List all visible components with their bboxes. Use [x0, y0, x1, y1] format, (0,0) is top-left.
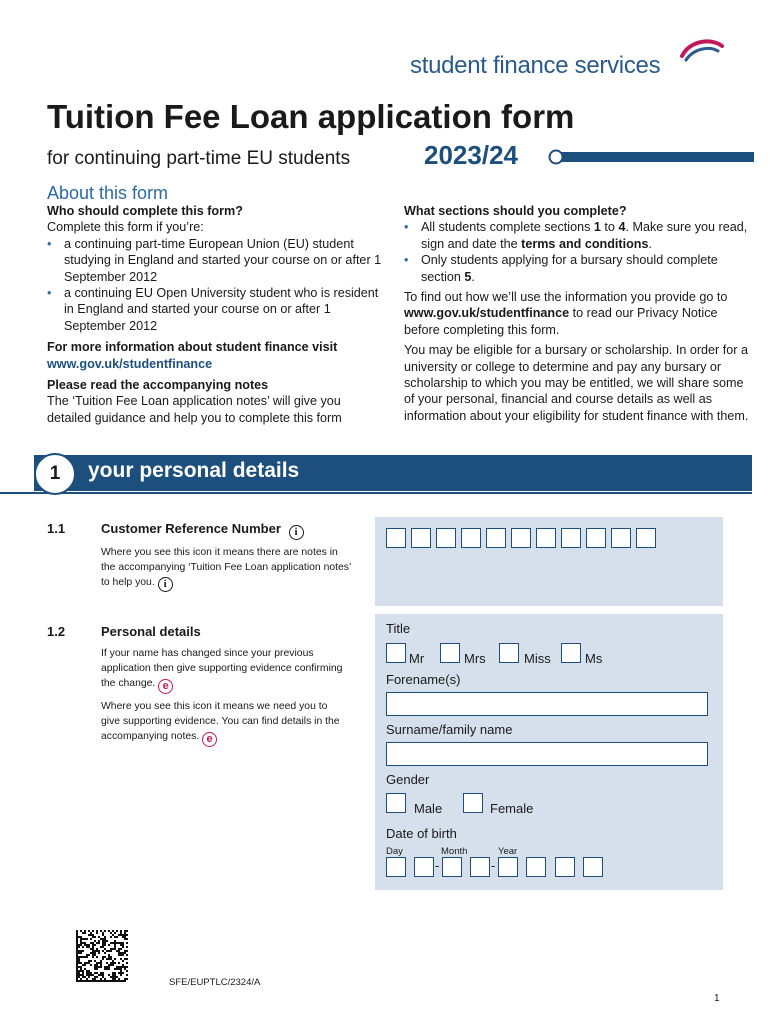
barcode	[76, 930, 128, 982]
page-subtitle: for continuing part-time EU students	[47, 148, 351, 169]
sections-bullet-2: • Only students applying for a bursary should complete section 5.	[404, 252, 752, 285]
title-ms-label: Ms	[585, 651, 603, 666]
notes-text: The ‘Tuition Fee Loan application notes’ will give you detailed guidance and help you to complete this form	[47, 394, 342, 425]
notes-heading: Please read the accompanying notes	[47, 378, 269, 393]
crn-digit-cell[interactable]	[536, 528, 556, 548]
section-1-number: 1	[34, 453, 76, 495]
dob-month-digit-1[interactable]	[442, 857, 462, 877]
crn-digit-cell[interactable]	[411, 528, 431, 548]
who-heading: Who should complete this form?	[47, 204, 243, 218]
title-mrs-label: Mrs	[464, 651, 486, 666]
about-heading: About this form	[47, 183, 169, 203]
info-icon: i	[289, 525, 304, 540]
forename-input[interactable]	[386, 692, 708, 716]
q1-1-number: 1.1	[47, 521, 66, 536]
crn-digit-cell[interactable]	[436, 528, 456, 548]
more-info-text: For more information about student finance visit	[47, 340, 338, 355]
dob-month-digit-2[interactable]	[470, 857, 490, 877]
crn-digit-cell[interactable]	[586, 528, 606, 548]
q1-2-number: 1.2	[47, 624, 66, 639]
who-bullet-1: • a continuing part-time European Union (EU) student studying in England and started your course on or after 1 September 2012	[47, 236, 387, 285]
crn-digit-cell[interactable]	[636, 528, 656, 548]
dob-month-label: Month	[441, 846, 468, 857]
evidence-icon: e	[202, 732, 217, 747]
dob-year-digit-1[interactable]	[498, 857, 518, 877]
about-right-column	[404, 203, 752, 424]
crn-digit-cell[interactable]	[511, 528, 531, 548]
title-mr-label: Mr	[409, 651, 425, 666]
privacy-text: To find out how we’ll use the information you provide go to www.gov.uk/studentfinance to read our Privacy Notice before completing this form.	[404, 290, 728, 337]
sections-bullet-1: • All students complete sections 1 to 4. Make sure you read, sign and date the terms and conditions.	[404, 219, 752, 252]
q1-1-note: Where you see this icon it means there are notes in the accompanying ‘Tuition Fee Loan application notes’ to help you. i	[101, 547, 351, 590]
gender-label: Gender	[386, 772, 430, 787]
page-number: 1	[714, 993, 720, 1004]
gender-male-checkbox[interactable]	[386, 793, 406, 813]
page-title: Tuition Fee Loan application form	[47, 98, 575, 135]
crn-input[interactable]	[386, 528, 658, 548]
brand-logo-swoosh	[676, 36, 724, 67]
form-reference: SFE/EUPTLC/2324/A	[169, 977, 261, 988]
crn-digit-cell[interactable]	[611, 528, 631, 548]
gender-female-label: Female	[490, 801, 534, 816]
about-left-column	[47, 203, 387, 426]
crn-digit-cell[interactable]	[486, 528, 506, 548]
year-bar	[548, 149, 754, 170]
sections-list	[404, 219, 752, 285]
more-info-link[interactable]: www.gov.uk/studentfinance	[47, 356, 213, 371]
crn-digit-cell[interactable]	[461, 528, 481, 548]
title-mrs-checkbox[interactable]	[440, 643, 460, 663]
section-1-underline	[0, 492, 752, 494]
dob-separator: -	[491, 858, 496, 873]
crn-digit-cell[interactable]	[561, 528, 581, 548]
privacy-link[interactable]: www.gov.uk/studentfinance	[404, 306, 570, 321]
title-miss-checkbox[interactable]	[499, 643, 519, 663]
brand-name: student finance services	[410, 52, 661, 79]
dob-separator: -	[435, 858, 440, 873]
title-label: Title	[386, 621, 411, 636]
forename-label: Forename(s)	[386, 672, 461, 687]
title-ms-checkbox[interactable]	[561, 643, 581, 663]
q1-2-note-1: If your name has changed since your previous application then give supporting evidence confirming the change. e	[101, 648, 343, 692]
dob-year-digit-2[interactable]	[526, 857, 546, 877]
who-list	[47, 236, 387, 334]
dob-year-digit-3[interactable]	[555, 857, 575, 877]
dob-day-digit-2[interactable]	[414, 857, 434, 877]
bursary-text: You may be eligible for a bursary or scholarship. In order for a university or college to determine and pay any bursary or scholarship to which you may be entitled, we will share some of your personal, financial and course details as well as information about your eligibility for student finance with them.	[404, 343, 749, 423]
q1-1-title: Customer Reference Number i	[101, 521, 304, 540]
sections-heading: What sections should you complete?	[404, 204, 627, 218]
section-1-title: your personal details	[88, 459, 300, 482]
who-bullet-2: • a continuing EU Open University student who is resident in England and started your course on or after 1 September 2012	[47, 285, 387, 334]
dob-day-label: Day	[386, 846, 403, 857]
surname-label: Surname/family name	[386, 722, 513, 737]
dob-label: Date of birth	[386, 826, 457, 841]
info-icon: i	[158, 577, 173, 592]
dob-year-label: Year	[498, 846, 518, 857]
dob-year-digit-4[interactable]	[583, 857, 603, 877]
dob-day-digit-1[interactable]	[386, 857, 406, 877]
academic-year: 2023/24	[424, 140, 518, 170]
q1-2-note-2: Where you see this icon it means we need you to give supporting evidence. You can find details in the accompanying notes. e	[101, 701, 340, 745]
evidence-icon: e	[158, 679, 173, 694]
title-miss-label: Miss	[524, 651, 551, 666]
crn-digit-cell[interactable]	[386, 528, 406, 548]
title-mr-checkbox[interactable]	[386, 643, 406, 663]
gender-male-label: Male	[414, 801, 443, 816]
who-intro: Complete this form if you’re:	[47, 220, 204, 235]
gender-female-checkbox[interactable]	[463, 793, 483, 813]
surname-input[interactable]	[386, 742, 708, 766]
q1-2-title: Personal details	[101, 624, 201, 639]
